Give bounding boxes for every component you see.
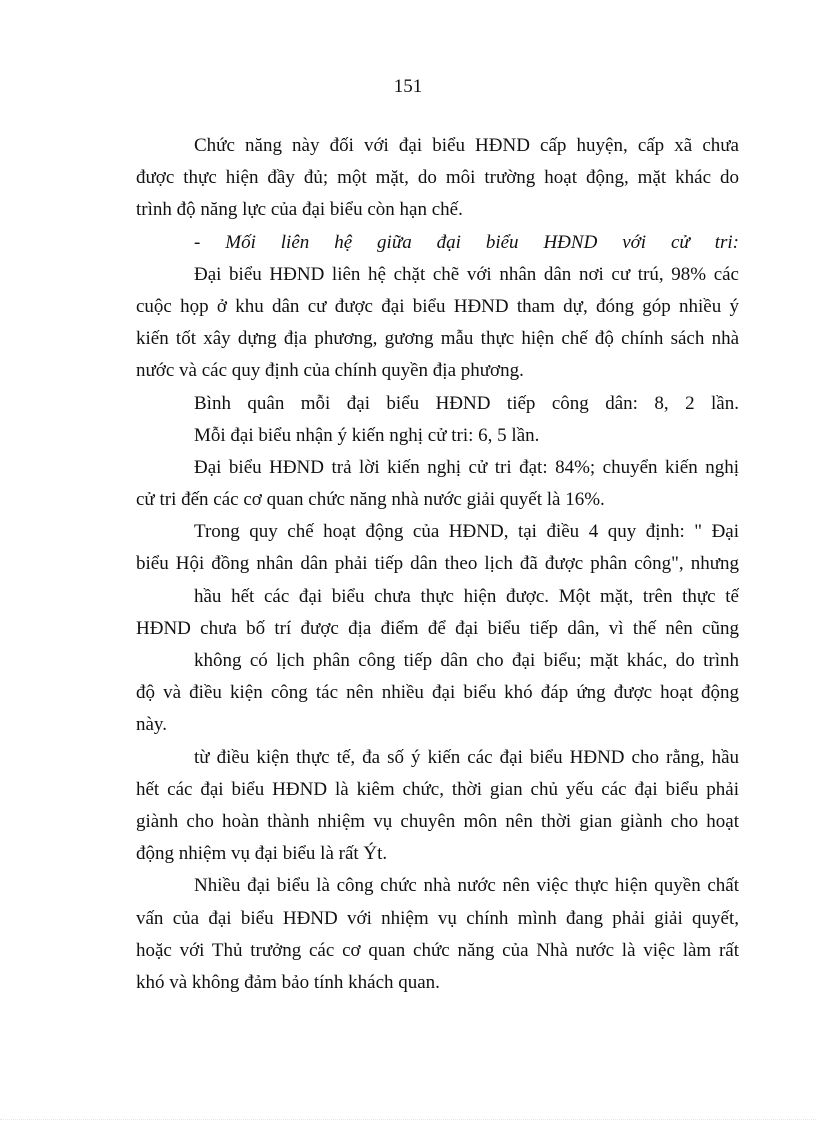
- text-line: nước và các quy định của chính quyền địa phương.: [136, 360, 524, 382]
- text-line: từ điều kiện thực tế, đa số ý kiến các đại biểu HĐND cho rằng, hầu: [194, 746, 739, 768]
- text-line: khó và không đảm bảo tính khách quan.: [136, 971, 440, 993]
- text-line: Đại biểu HĐND trả lời kiến nghị cử tri đạt: 84%; chuyển kiến nghị: [194, 456, 739, 478]
- text-line: Mỗi đại biểu nhận ý kiến nghị cử tri: 6, 5 lần.: [194, 424, 540, 446]
- page-bottom-border: [0, 1119, 816, 1120]
- text-line: trình độ năng lực của đại biểu còn hạn chế.: [136, 199, 463, 221]
- text-line: hầu hết các đại biểu chưa thực hiện được. Một mặt, trên thực tế: [194, 585, 739, 607]
- text-line: hoặc với Thủ trưởng các cơ quan chức năng của Nhà nước là việc làm rất: [136, 939, 739, 961]
- text-line: HĐND chưa bố trí được địa điểm để đại biểu tiếp dân, vì thế nên cũng: [136, 617, 739, 639]
- text-line: được thực hiện đầy đủ; một mặt, do môi trường hoạt động, mặt khác do: [136, 167, 739, 189]
- page-number: 151: [393, 76, 423, 97]
- text-line: Trong quy chế hoạt động của HĐND, tại điều 4 quy định: " Đại: [194, 521, 739, 543]
- text-line: cuộc họp ở khu dân cư được đại biểu HĐND tham dự, đóng góp nhiều ý: [136, 295, 739, 317]
- text-line: này.: [136, 714, 167, 736]
- text-line: cử tri đến các cơ quan chức năng nhà nước giải quyết là 16%.: [136, 489, 605, 511]
- text-line: độ và điều kiện công tác nên nhiều đại biểu khó đáp ứng được hoạt động: [136, 682, 739, 704]
- text-line: không có lịch phân công tiếp dân cho đại biểu; mặt khác, do trình: [194, 650, 739, 671]
- text-line: hết các đại biểu HĐND là kiêm chức, thời gian chủ yếu các đại biểu phải: [136, 778, 739, 800]
- text-line: vấn của đại biểu HĐND với nhiệm vụ chính mình đang phải giải quyết,: [136, 907, 739, 929]
- text-line: Chức năng này đối với đại biểu HĐND cấp huyện, cấp xã chưa: [194, 135, 739, 156]
- section-heading: - Mối liên hệ giữa đại biểu HĐND với cử tri:: [194, 231, 739, 253]
- text-line: giành cho hoàn thành nhiệm vụ chuyên môn nên thời gian giành cho hoạt: [136, 810, 739, 832]
- text-line: biểu Hội đồng nhân dân phải tiếp dân theo lịch đã được phân công", nhưng: [136, 553, 739, 575]
- document-body: [136, 130, 739, 999]
- text-line: kiến tốt xây dựng địa phương, gương mẫu thực hiện chế độ chính sách nhà: [136, 328, 739, 350]
- text-line: động nhiệm vụ đại biểu là rất Ýt.: [136, 843, 388, 865]
- text-line: Bình quân mỗi đại biểu HĐND tiếp công dân: 8, 2 lần.: [194, 392, 739, 414]
- text-line: Đại biểu HĐND liên hệ chặt chẽ với nhân dân nơi cư trú, 98% các: [194, 263, 739, 285]
- text-line: Nhiều đại biểu là công chức nhà nước nên việc thực hiện quyền chất: [194, 875, 739, 897]
